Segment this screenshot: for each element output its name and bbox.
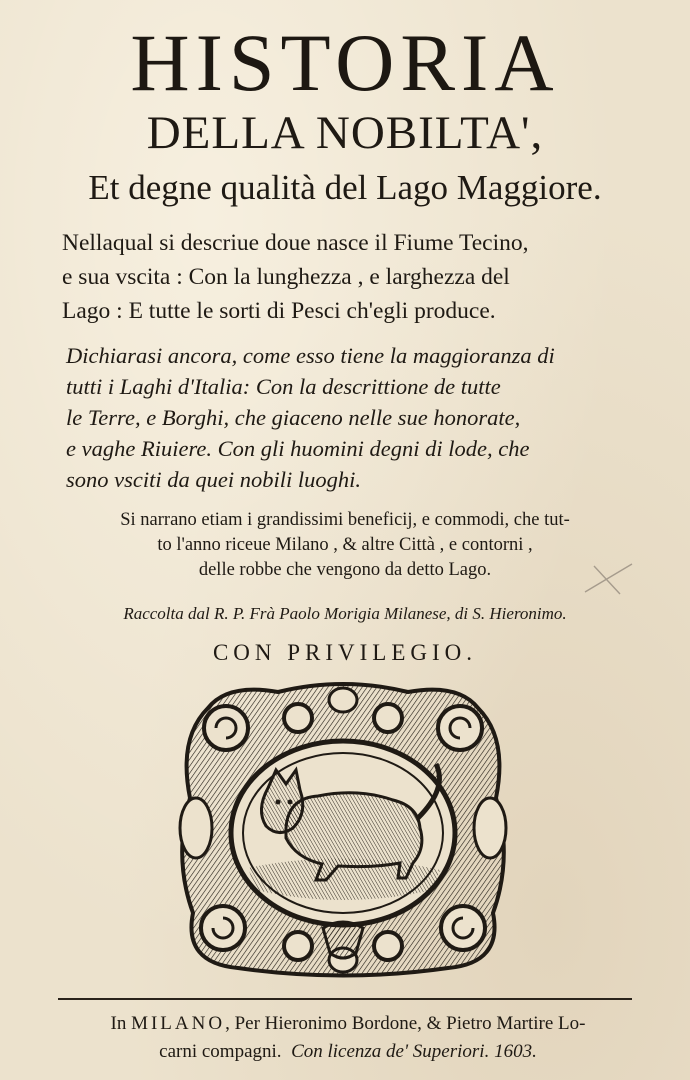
title-subtitle: DELLA NOBILTA', bbox=[146, 107, 544, 159]
imprint-year: 1603. bbox=[494, 1041, 537, 1062]
italic-line: e vaghe Riuiere. Con gli huomini degni di lode, che bbox=[66, 436, 530, 461]
imprint bbox=[58, 1010, 638, 1066]
woodcut-emblem bbox=[168, 678, 518, 978]
italic-line: tutti i Laghi d'Italia: Con la descrittione de tutte bbox=[66, 374, 501, 399]
imprint-line bbox=[58, 1010, 638, 1038]
description-line: e sua vscita : Con la lunghezza , e larghezza del bbox=[62, 264, 510, 290]
benefits-line: delle robbe che vengono da detto Lago. bbox=[198, 560, 492, 580]
imprint-city: MILANO bbox=[131, 1013, 226, 1034]
pencil-mark-icon bbox=[580, 558, 640, 598]
imprint-companions: carni compagni. bbox=[159, 1041, 282, 1062]
imprint-divider bbox=[58, 998, 632, 1000]
title-main: HISTORIA bbox=[130, 17, 560, 108]
imprint-license: Con licenza de' Superiori. bbox=[291, 1041, 490, 1062]
title-description: Et degne qualità del Lago Maggiore. bbox=[88, 168, 602, 207]
imprint-printers: , Per Hieronimo Bordone, & Pietro Martire Lo- bbox=[225, 1013, 586, 1034]
italic-line: le Terre, e Borghi, che giaceno nelle sue honorate, bbox=[66, 405, 521, 430]
benefits-line: Si narrano etiam i grandissimi beneficij, e commodi, che tut- bbox=[120, 510, 570, 530]
italic-line: Dichiarasi ancora, come esso tiene la maggioranza di bbox=[66, 343, 555, 368]
italic-paragraph bbox=[66, 340, 646, 495]
description-paragraph bbox=[62, 226, 642, 328]
privilege-notice: CON PRIVILEGIO. bbox=[212, 640, 478, 665]
imprint-prefix: In bbox=[110, 1013, 132, 1034]
italic-line: sono vsciti da quei nobili luoghi. bbox=[66, 467, 361, 492]
description-line: Nellaqual si descriue doue nasce il Fiume Tecino, bbox=[62, 230, 529, 256]
imprint-line bbox=[58, 1038, 638, 1066]
description-line: Lago : E tutte le sorti di Pesci ch'egli produce. bbox=[62, 298, 496, 324]
compiler-credit: Raccolta dal R. P. Frà Paolo Morigia Milanese, di S. Hieronimo. bbox=[123, 604, 567, 623]
benefits-line: to l'anno riceue Milano , & altre Città , e contorni , bbox=[157, 535, 533, 555]
